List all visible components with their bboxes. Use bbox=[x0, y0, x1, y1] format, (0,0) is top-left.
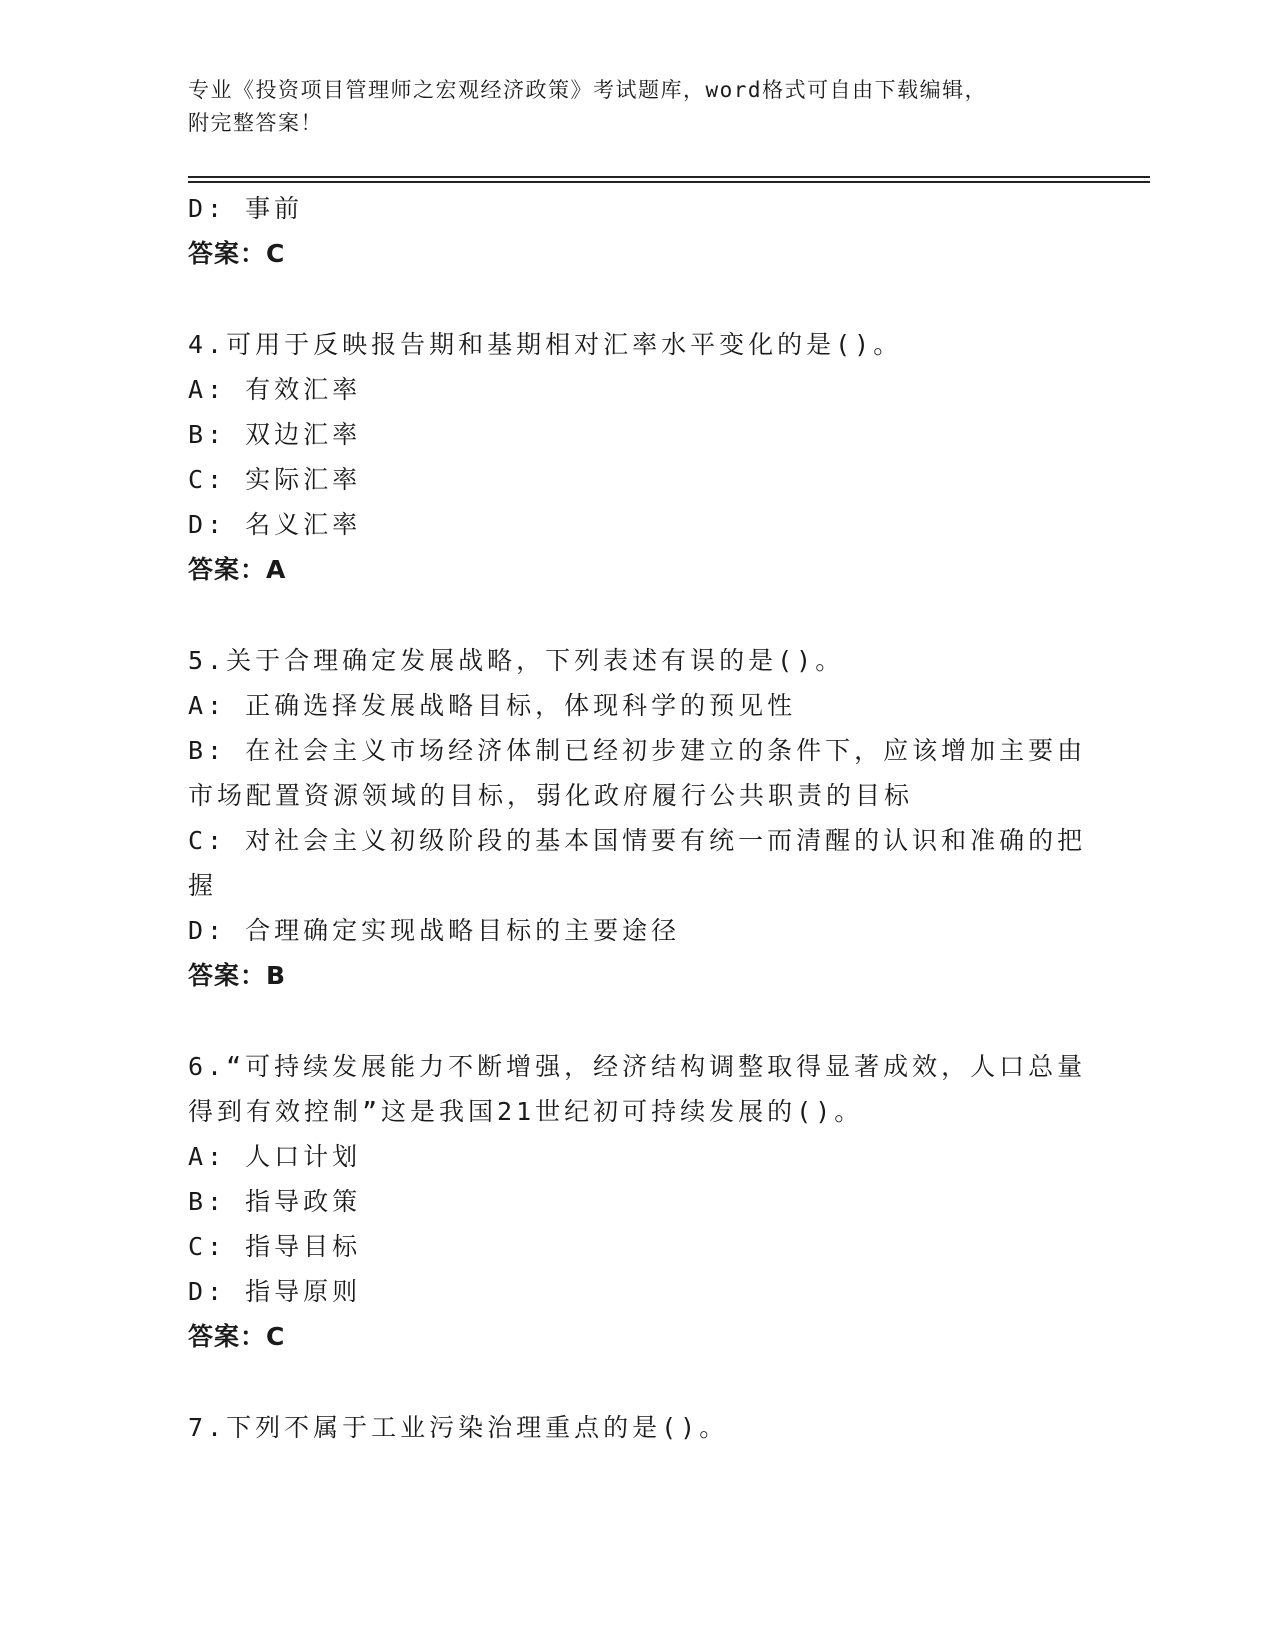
question-5-option-d: D: 合理确定实现战略目标的主要途径 bbox=[188, 916, 681, 945]
header-line-1: 专业《投资项目管理师之宏观经济政策》考试题库，word格式可自由下载编辑， bbox=[188, 78, 988, 102]
spacer bbox=[188, 998, 1088, 1044]
header-divider-bottom bbox=[188, 181, 1150, 183]
spacer bbox=[188, 276, 1088, 322]
question-6 bbox=[188, 1044, 1088, 1359]
question-6-option-a: A: 人口计划 bbox=[188, 1142, 362, 1171]
prev-answer: 答案：C bbox=[188, 239, 286, 268]
question-5-answer: 答案：B bbox=[188, 961, 287, 990]
question-6-answer: 答案：C bbox=[188, 1322, 286, 1351]
question-4-answer: 答案：A bbox=[188, 555, 287, 584]
question-list bbox=[188, 186, 1088, 1450]
document-header bbox=[188, 74, 1088, 140]
spacer bbox=[188, 1359, 1088, 1405]
question-4 bbox=[188, 322, 1088, 592]
question-5-option-c: C: 对社会主义初级阶段的基本国情要有统一而清醒的认识和准确的把握 bbox=[188, 826, 1087, 900]
question-4-option-a: A: 有效汇率 bbox=[188, 375, 362, 404]
header-divider-top bbox=[188, 176, 1150, 178]
question-5 bbox=[188, 638, 1088, 998]
question-4-option-b: B: 双边汇率 bbox=[188, 420, 362, 449]
question-7 bbox=[188, 1405, 1088, 1450]
question-6-text: 6.“可持续发展能力不断增强，经济结构调整取得显著成效，人口总量得到有效控制”这是我国21世纪初可持续发展的()。 bbox=[188, 1052, 1087, 1126]
question-4-text: 4.可用于反映报告期和基期相对汇率水平变化的是()。 bbox=[188, 330, 903, 359]
question-6-option-b: B: 指导政策 bbox=[188, 1187, 362, 1216]
question-5-option-b: B: 在社会主义市场经济体制已经初步建立的条件下，应该增加主要由市场配置资源领域的目标，弱化政府履行公共职责的目标 bbox=[188, 736, 1087, 810]
question-7-text: 7.下列不属于工业污染治理重点的是()。 bbox=[188, 1413, 729, 1442]
question-5-text: 5.关于合理确定发展战略，下列表述有误的是()。 bbox=[188, 646, 845, 675]
prev-option-d: D: 事前 bbox=[188, 194, 304, 223]
question-4-option-d: D: 名义汇率 bbox=[188, 510, 362, 539]
question-6-option-c: C: 指导目标 bbox=[188, 1232, 362, 1261]
question-6-option-d: D: 指导原则 bbox=[188, 1277, 362, 1306]
header-line-2: 附完整答案！ bbox=[188, 111, 323, 135]
spacer bbox=[188, 592, 1088, 638]
question-5-option-a: A: 正确选择发展战略目标，体现科学的预见性 bbox=[188, 691, 797, 720]
question-4-option-c: C: 实际汇率 bbox=[188, 465, 362, 494]
